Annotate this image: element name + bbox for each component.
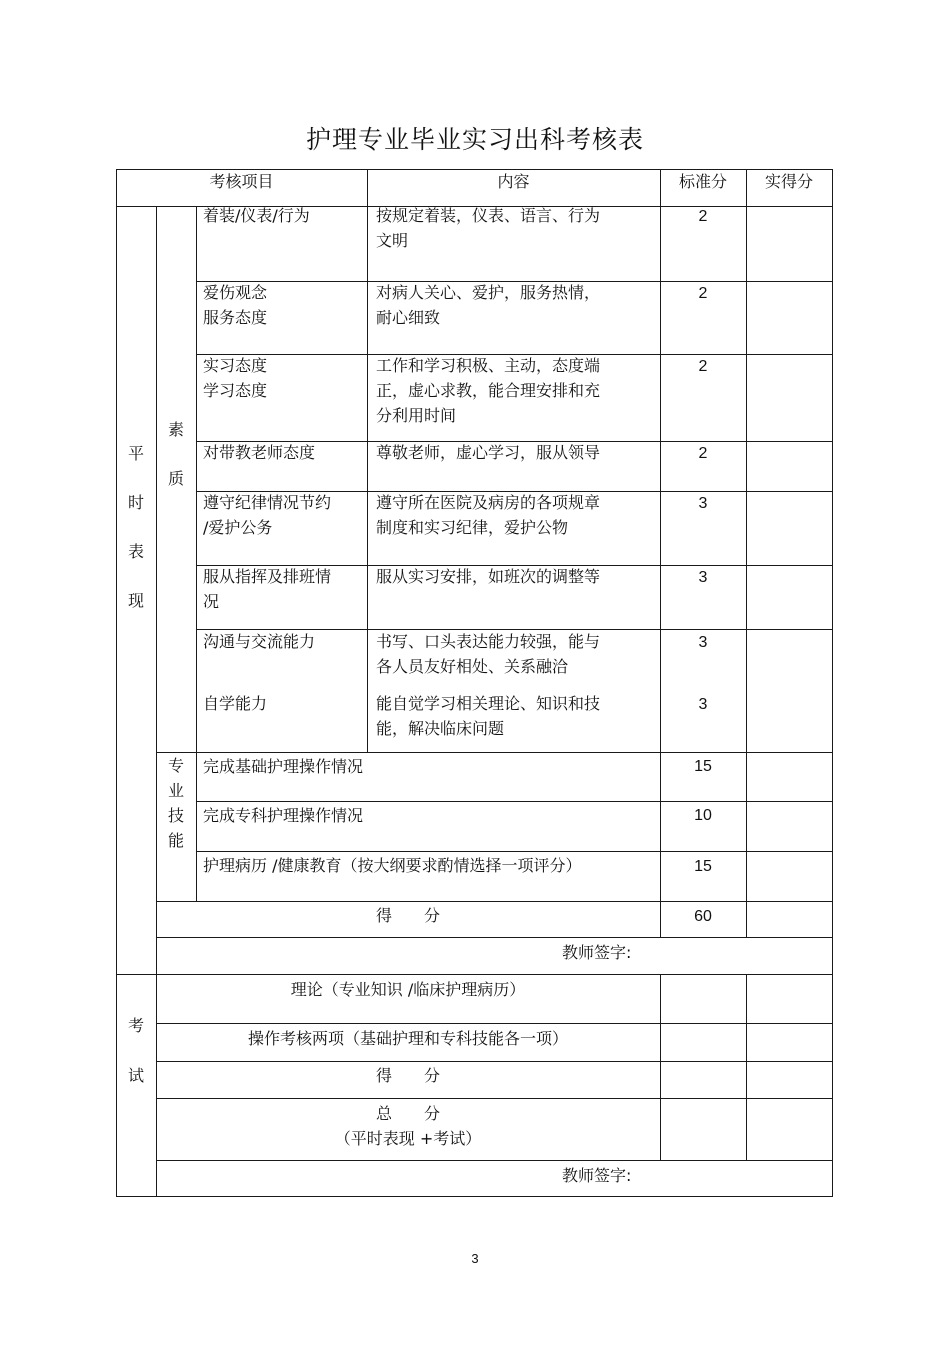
exam-score-label: 得 分	[375, 1066, 440, 1085]
row-item: 自学能力	[203, 694, 268, 713]
section-divider	[116, 974, 833, 975]
row-content: 对病人关心、爱护，服务热情， 耐心细致	[376, 283, 601, 327]
exam-teacher-signature-label: 教师签字:	[562, 1166, 632, 1185]
row-standard-score: 15	[694, 758, 712, 775]
group-quality-label: 素质	[167, 420, 184, 488]
row-divider	[156, 937, 833, 938]
exam-row-theory: 理论（专业知识 /临床护理病历）	[290, 980, 526, 999]
section-exam-label: 考试	[127, 1016, 144, 1085]
row-divider	[196, 801, 833, 802]
row-divider	[156, 752, 833, 753]
row-divider	[156, 1061, 833, 1062]
row-item: 对带教老师态度	[203, 443, 316, 462]
row-content: 服从实习安排，如班次的调整等	[376, 567, 601, 586]
row-standard-score: 15	[694, 858, 712, 875]
row-item: 完成基础护理操作情况	[203, 757, 364, 776]
page-number: 3	[471, 1251, 479, 1266]
row-item: 服从指挥及排班情 况	[203, 567, 332, 611]
table-border-bottom	[116, 1196, 833, 1197]
row-divider	[156, 1098, 833, 1099]
row-item: 护理病历 /健康教育（按大纲要求酌情选择一项评分）	[203, 856, 582, 875]
col-divider	[660, 974, 661, 1161]
table-border-right	[832, 169, 833, 1197]
col-divider	[746, 974, 747, 1161]
row-divider	[156, 1160, 833, 1161]
grand-total-label: 总 分 （平时表现 +考试）	[334, 1104, 482, 1148]
header-standard-score: 标准分	[678, 172, 727, 191]
row-standard-score: 3	[698, 495, 708, 512]
header-item: 考核项目	[209, 172, 274, 191]
row-standard-score: 3	[698, 696, 708, 713]
row-content: 遵守所在医院及病房的各项规章 制度和实习纪律，爱护公物	[376, 493, 601, 537]
row-item: 遵守纪律情况节约 /爱护公务	[203, 493, 332, 537]
row-standard-score: 2	[698, 445, 708, 462]
group-skill-label: 专业技能	[167, 756, 184, 850]
row-standard-score: 3	[698, 569, 708, 586]
row-standard-score: 2	[698, 208, 708, 225]
daily-score-total: 60	[694, 908, 712, 925]
header-content: 内容	[497, 172, 530, 191]
row-standard-score: 2	[698, 358, 708, 375]
exam-row-practical: 操作考核两项（基础护理和专科技能各一项）	[247, 1029, 568, 1048]
row-item: 完成专科护理操作情况	[203, 806, 364, 825]
row-standard-score: 2	[698, 285, 708, 302]
row-standard-score: 10	[694, 807, 712, 824]
header-actual-score: 实得分	[764, 172, 813, 191]
table-border-left	[116, 169, 117, 1197]
row-content: 尊敬老师，虚心学习，服从领导	[376, 443, 601, 462]
col-divider	[746, 169, 747, 938]
row-divider	[156, 901, 833, 902]
row-standard-score: 3	[698, 634, 708, 651]
col-divider	[196, 206, 197, 902]
row-item: 爱伤观念 服务态度	[203, 283, 268, 327]
daily-score-label: 得 分	[375, 906, 440, 925]
col-divider	[367, 169, 368, 753]
row-content: 书写、口头表达能力较强，能与 各人员友好相处、关系融洽	[376, 632, 601, 676]
page-title: 护理专业毕业实习出科考核表	[305, 125, 644, 154]
row-item: 着装/仪表/行为	[203, 206, 310, 225]
row-divider	[196, 851, 833, 852]
row-content: 按规定着装，仪表、语言、行为 文明	[376, 206, 601, 250]
row-content: 工作和学习积极、主动，态度端 正，虚心求教，能合理安排和充 分利用时间	[376, 356, 601, 425]
row-content: 能自觉学习相关理论、知识和技 能，解决临床问题	[376, 694, 601, 738]
teacher-signature-label: 教师签字:	[562, 943, 632, 962]
row-item: 实习态度 学习态度	[203, 356, 268, 400]
assessment-table	[116, 169, 833, 1197]
row-divider	[156, 1023, 833, 1024]
section-daily-label: 平时表现	[127, 444, 144, 610]
row-item: 沟通与交流能力	[203, 632, 316, 651]
